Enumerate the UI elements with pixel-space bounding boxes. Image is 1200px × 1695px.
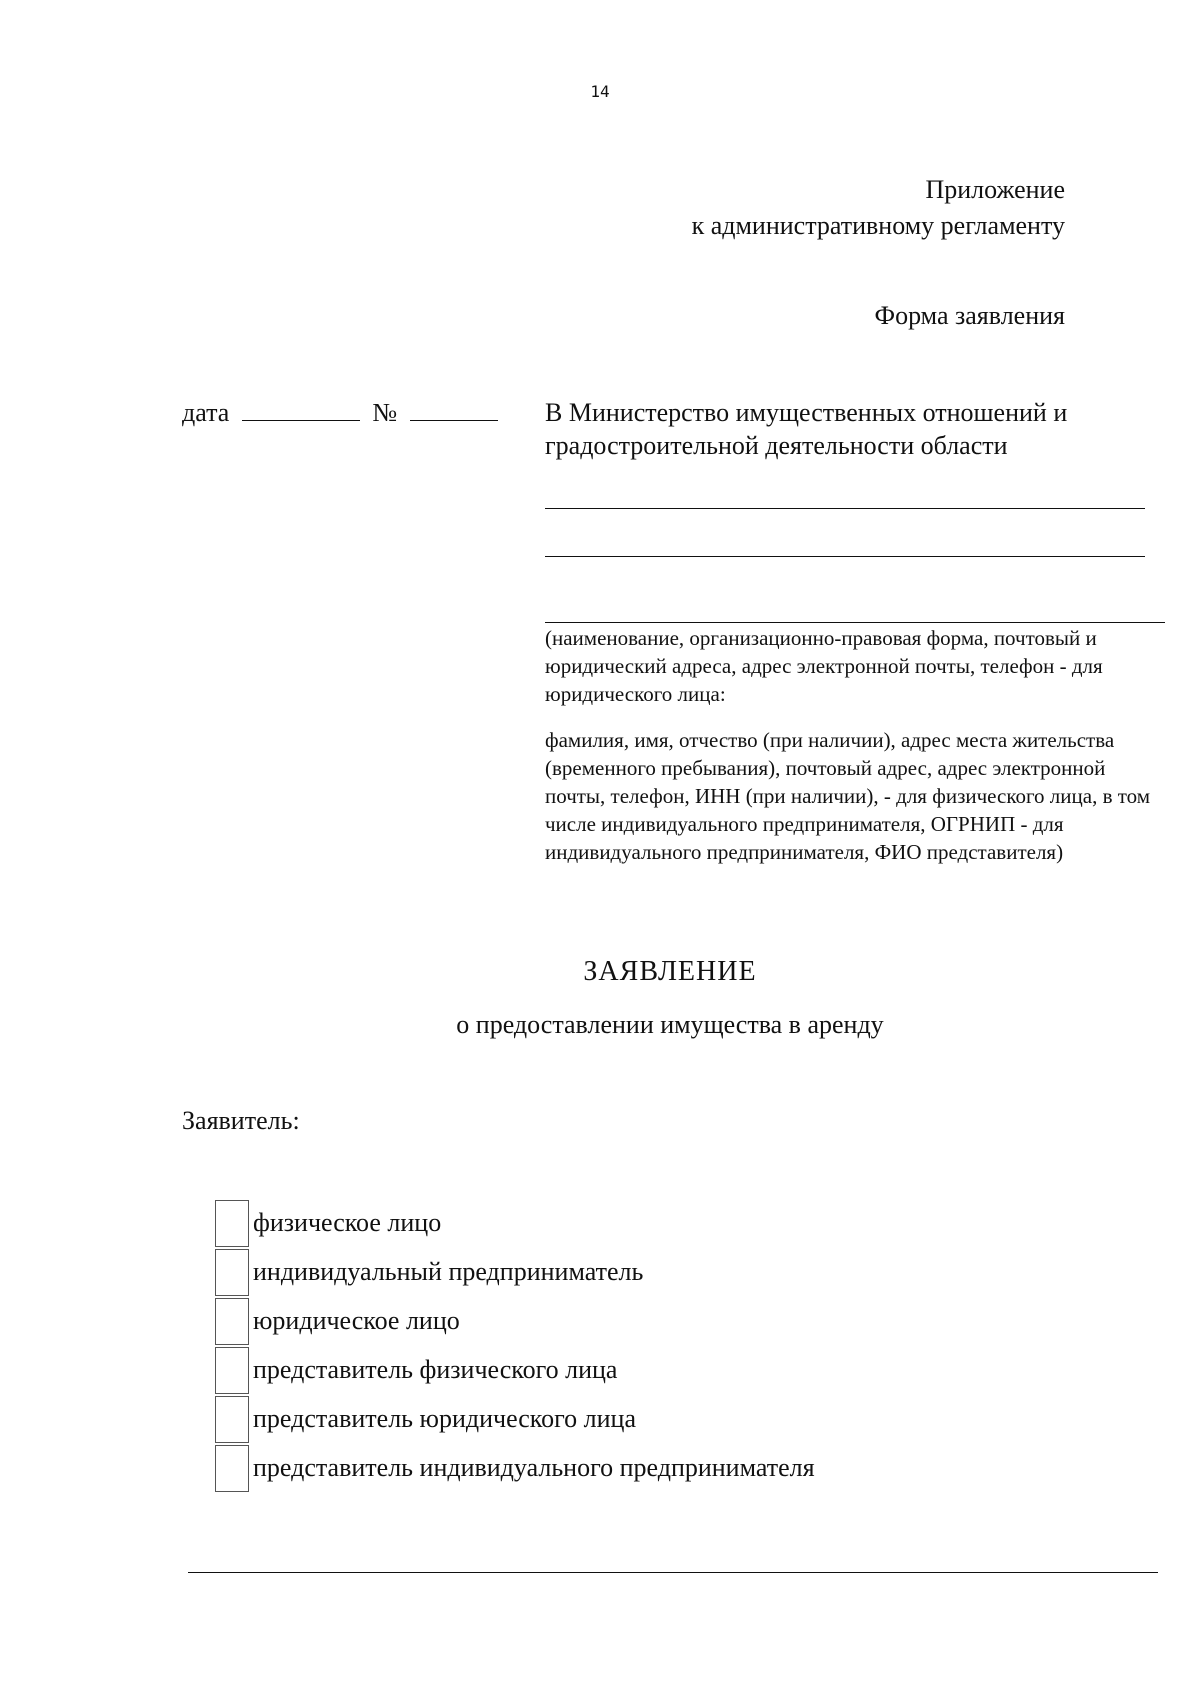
option-label: юридическое лицо xyxy=(253,1306,460,1335)
option-label: индивидуальный предприниматель xyxy=(253,1257,644,1286)
number-label: № xyxy=(372,398,398,427)
option-label: представитель физического лица xyxy=(253,1355,618,1384)
page-number: 14 xyxy=(590,82,610,101)
bottom-rule xyxy=(188,1572,1158,1573)
date-number-line xyxy=(182,398,498,428)
appendix-heading: Приложение xyxy=(925,175,1065,204)
applicant-info-line-2[interactable] xyxy=(545,556,1145,557)
checkbox[interactable] xyxy=(215,1445,249,1492)
checkbox[interactable] xyxy=(215,1249,249,1296)
checkbox[interactable] xyxy=(215,1200,249,1247)
document-title: ЗАЯВЛЕНИЕ xyxy=(583,956,757,987)
form-name: Форма заявления xyxy=(874,301,1065,330)
number-field[interactable] xyxy=(410,398,498,421)
checkbox[interactable] xyxy=(215,1396,249,1443)
applicant-info-line-1[interactable] xyxy=(545,508,1145,509)
document-subtitle: о предоставлении имущества в аренду xyxy=(456,1010,884,1039)
date-label: дата xyxy=(182,398,230,427)
date-field[interactable] xyxy=(242,398,360,421)
addressee-text: В Министерство имущественных отношений и градостроительной деятельности области xyxy=(545,398,1068,460)
option-label: представитель индивидуального предпринимателя xyxy=(253,1453,815,1482)
checkbox[interactable] xyxy=(215,1298,249,1345)
appendix-subheading: к административному регламенту xyxy=(691,211,1065,240)
applicant-label: Заявитель: xyxy=(182,1106,300,1135)
option-label: физическое лицо xyxy=(253,1208,442,1237)
individual-note: фамилия, имя, отчество (при наличии), адрес места жительства (временного пребывания), почтовый адрес, адрес электронной почты, телефон, ИНН (при наличии), - для физического лица, в том числе индивидуального предпринимателя, ОГРНИП - для индивидуального предпринимателя, ФИО представителя) xyxy=(545,728,1151,864)
legal-entity-note: (наименование, организационно-правовая форма, почтовый и юридический адреса, адрес электронной почты, телефон - для юридического лица: xyxy=(545,626,1103,706)
checkbox[interactable] xyxy=(215,1347,249,1394)
option-label: представитель юридического лица xyxy=(253,1404,636,1433)
applicant-info-line-3[interactable] xyxy=(545,622,1165,623)
